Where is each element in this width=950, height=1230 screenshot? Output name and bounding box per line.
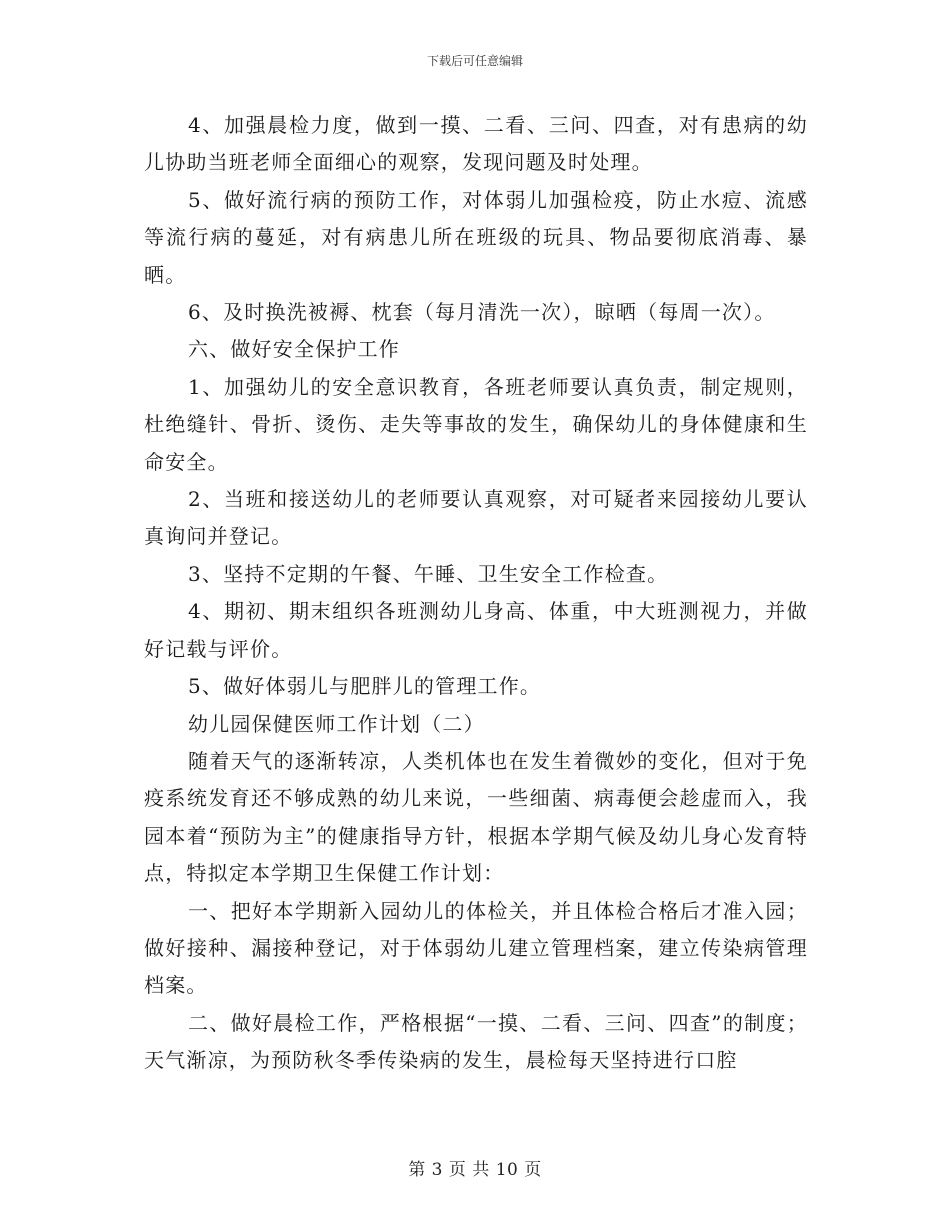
paragraph: 4、加强晨检力度，做到一摸、二看、三问、四查，对有患病的幼儿协助当班老师全面细心的观察，发现问题及时处理。 bbox=[144, 113, 808, 175]
paragraph: 二、做好晨检工作，严格根据“一摸、二看、三问、四查”的制度；天气渐凉，为预防秋冬季传染病的发生，晨检每天坚持进行口腔 bbox=[144, 1010, 808, 1073]
paragraph: 5、做好体弱儿与肥胖儿的管理工作。 bbox=[188, 674, 542, 699]
paragraph: 一、把好本学期新入园幼儿的体检关，并且体检合格后才准入园；做好接种、漏接种登记，对于体弱幼儿建立管理档案，建立传染病管理档案。 bbox=[144, 898, 808, 998]
paragraph: 1、加强幼儿的安全意识教育，各班老师要认真负责，制定规则，杜绝缝针、骨折、烫伤、走失等事故的发生，确保幼儿的身体健康和生命安全。 bbox=[144, 374, 808, 474]
document-subtitle: 幼儿园保健医师工作计划（二） bbox=[188, 711, 485, 736]
paragraph: 3、坚持不定期的午餐、午睡、卫生安全工作检查。 bbox=[188, 561, 669, 586]
page-number: 第 3 页 共 10 页 bbox=[408, 1160, 542, 1180]
paragraph: 4、期初、期末组织各班测幼儿身高、体重，中大班测视力，并做好记载与评价。 bbox=[144, 599, 808, 661]
paragraph: 2、当班和接送幼儿的老师要认真观察，对可疑者来园接幼儿要认真询问并登记。 bbox=[144, 487, 808, 549]
page-header-note: 下载后可任意编辑 bbox=[426, 54, 523, 68]
paragraph: 6、及时换洗被褥、枕套（每月清洗一次），晾晒（每周一次）。 bbox=[188, 300, 776, 325]
paragraph: 随着天气的逐渐转凉，人类机体也在发生着微妙的变化，但对于免疫系统发育还不够成熟的幼儿来说，一些细菌、病毒便会趁虚而入，我园本着“预防为主”的健康指导方针，根据本学期气候及幼儿身心发育特点，特拟定本学期卫生保健工作计划： bbox=[144, 748, 808, 886]
paragraph: 5、做好流行病的预防工作，对体弱儿加强检疫，防止水痘、流感等流行病的蔓延，对有病患儿所在班级的玩具、物品要彻底消毒、暴晒。 bbox=[144, 187, 808, 287]
document-body bbox=[144, 107, 808, 1080]
section-heading: 六、做好安全保护工作 bbox=[188, 337, 400, 362]
